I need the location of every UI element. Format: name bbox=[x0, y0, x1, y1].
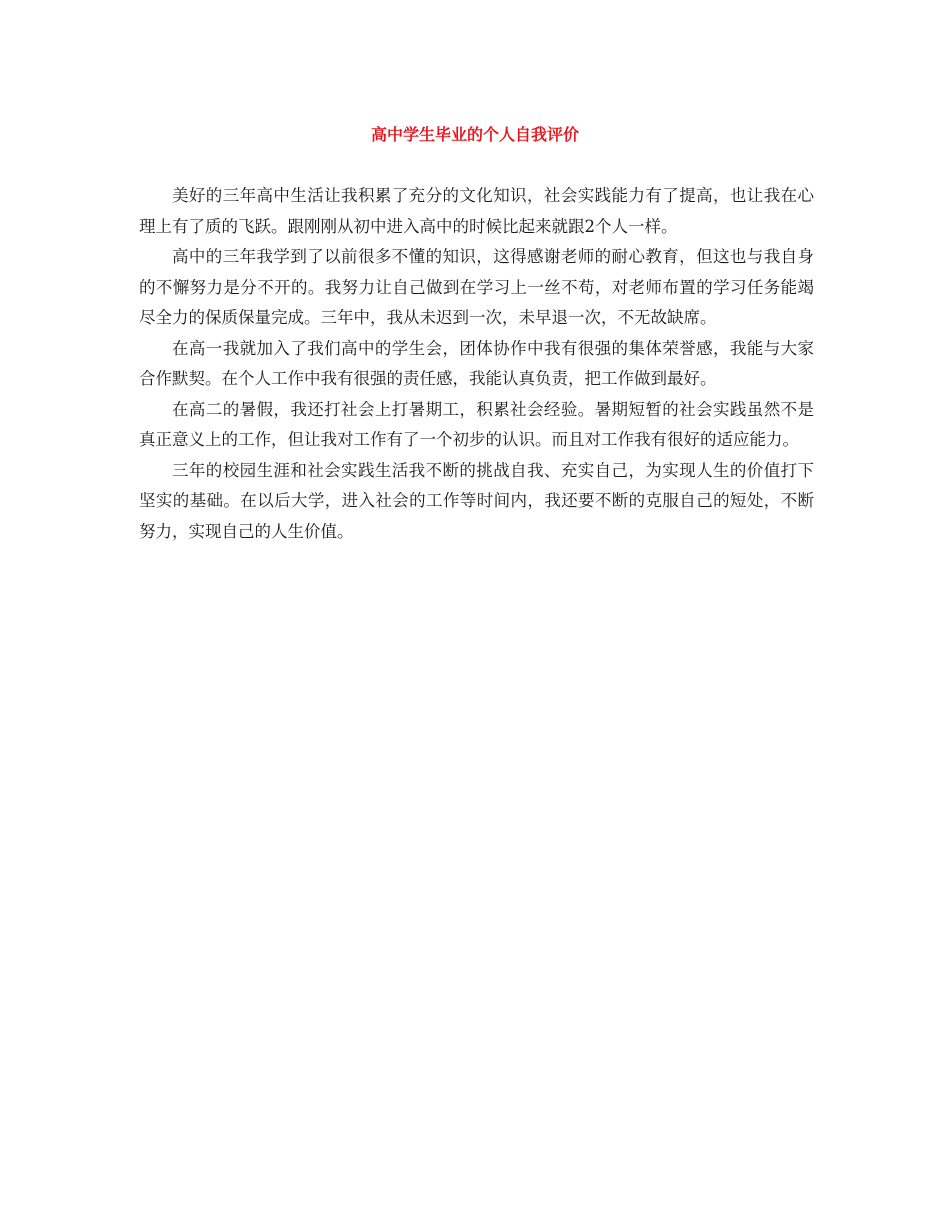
paragraph-3: 在高一我就加入了我们高中的学生会，团体协作中我有很强的集体荣誉感，我能与大家合作默契。在个人工作中我有很强的责任感，我能认真负责，把工作做到最好。 bbox=[139, 338, 814, 388]
paragraph-5: 三年的校园生涯和社会实践生活我不断的挑战自我、充实自己，为实现人生的价值打下坚实的基础。在以后大学，进入社会的工作等时间内，我还要不断的克服自己的短处，不断努力，实现自己的人生价值。 bbox=[139, 460, 814, 541]
document-title: 高中学生毕业的个人自我评价 bbox=[370, 125, 579, 144]
paragraph-1: 美好的三年高中生活让我积累了充分的文化知识，社会实践能力有了提高，也让我在心理上有了质的飞跃。跟刚刚从初中进入高中的时候比起来就跟2个人一样。 bbox=[139, 186, 814, 236]
paragraph-4: 在高二的暑假，我还打社会上打暑期工，积累社会经验。暑期短暂的社会实践虽然不是真正意义上的工作，但让我对工作有了一个初步的认识。而且对工作我有很好的适应能力。 bbox=[139, 399, 814, 449]
document-body bbox=[139, 181, 814, 547]
paragraph-2: 高中的三年我学到了以前很多不懂的知识，这得感谢老师的耐心教育，但这也与我自身的不懈努力是分不开的。我努力让自己做到在学习上一丝不苟，对老师布置的学习任务能竭尽全力的保质保量完成。三年中，我从未迟到一次，未早退一次，不无故缺席。 bbox=[139, 247, 814, 327]
